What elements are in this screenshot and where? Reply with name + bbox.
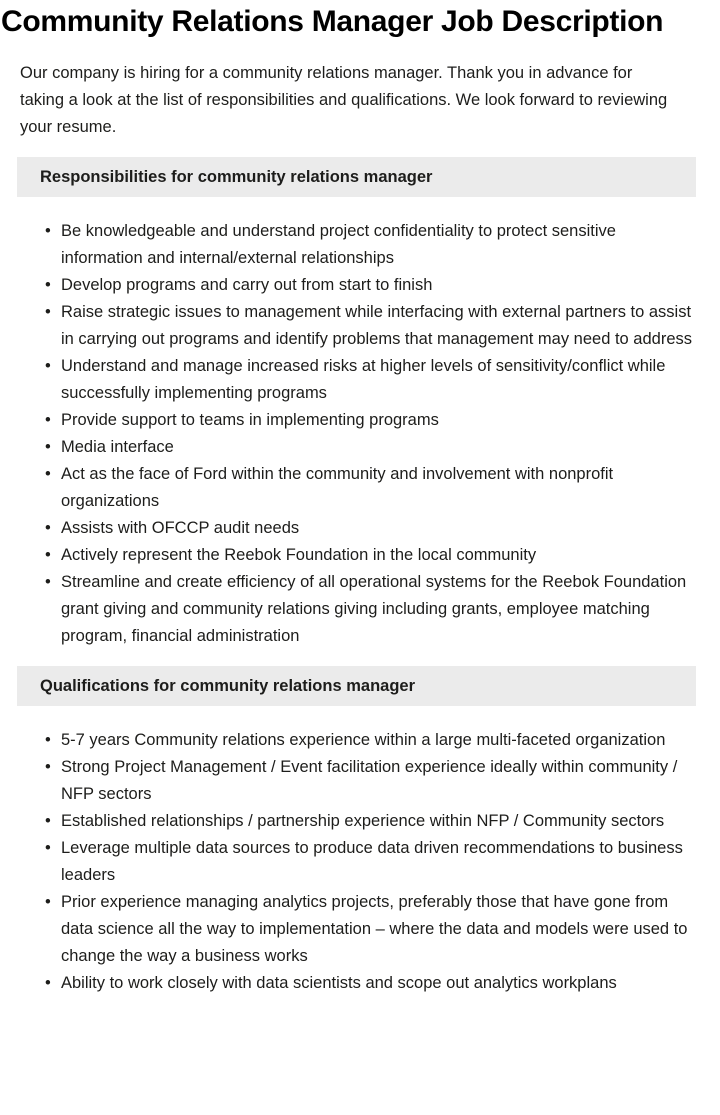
page-title: Community Relations Manager Job Description [1,5,664,38]
list-item: • Be knowledgeable and understand project confidentiality to protect sensitive information and internal/external relationships [45,218,694,272]
list-item: • Established relationships / partnership experience within NFP / Community sectors [45,808,694,835]
list-item: • Prior experience managing analytics projects, preferably those that have gone from data science all the way to implementation – where the data and models were used to change the way a business works [45,889,694,970]
list-item: • Raise strategic issues to management while interfacing with external partners to assist in carrying out programs and identify problems that management may need to address [45,299,694,353]
qualifications-list [0,727,694,997]
list-item: • Strong Project Management / Event facilitation experience ideally within community / NFP sectors [45,754,694,808]
list-item: • Actively represent the Reebok Foundation in the local community [45,542,694,569]
job-description-page [0,4,720,997]
list-item: • Develop programs and carry out from start to finish [45,272,694,299]
list-item: • 5-7 years Community relations experience within a large multi-faceted organization [45,727,694,754]
responsibilities-list [0,218,694,650]
responsibilities-section-heading [17,157,696,197]
list-item: • Act as the face of Ford within the community and involvement with nonprofit organizations [45,461,694,515]
list-item: • Streamline and create efficiency of all operational systems for the Reebok Foundation grant giving and community relations giving including grants, employee matching program, financial administration [45,569,694,650]
list-item: • Understand and manage increased risks at higher levels of sensitivity/conflict while successfully implementing programs [45,353,694,407]
qualifications-section-heading [17,666,696,706]
list-item: • Ability to work closely with data scientists and scope out analytics workplans [45,970,694,997]
responsibilities-heading-label: Responsibilities for community relations manager [40,167,433,186]
list-item: • Assists with OFCCP audit needs [45,515,694,542]
list-item: • Media interface [45,434,694,461]
list-item: • Leverage multiple data sources to produce data driven recommendations to business leaders [45,835,694,889]
list-item: • Provide support to teams in implementing programs [45,407,694,434]
qualifications-heading-label: Qualifications for community relations manager [40,676,415,695]
intro-paragraph: Our company is hiring for a community relations manager. Thank you in advance for taking a look at the list of responsibilities and qualifications. We look forward to reviewing your resume. [20,64,668,136]
